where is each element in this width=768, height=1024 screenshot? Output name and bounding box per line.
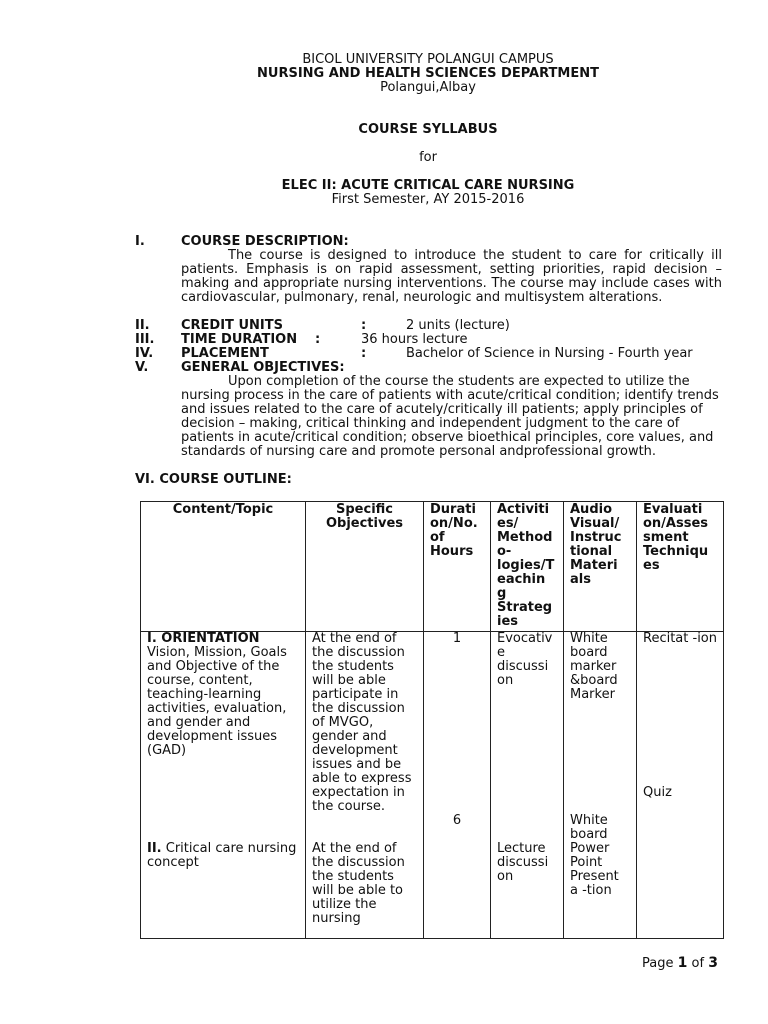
- duration-critical-care: 6: [452, 813, 462, 828]
- department-name: NURSING AND HEALTH SCIENCES DEPARTMENT: [257, 66, 599, 81]
- av-orientation: White board marker &board Marker: [570, 631, 618, 702]
- header-specific-objectives: Specific Objectives: [306, 502, 424, 632]
- section-iii-title: TIME DURATION: [181, 332, 298, 347]
- section-ii-number: II.: [135, 318, 150, 333]
- section-ii-colon: :: [361, 318, 367, 333]
- av-critical-care: White board Power Point Present a -tion: [570, 813, 619, 898]
- section-iv-number: IV.: [135, 346, 154, 361]
- topic-orientation-title: I. ORIENTATION: [147, 631, 260, 646]
- university-name: BICOL UNIVERSITY POLANGUI CAMPUS: [302, 52, 554, 67]
- course-title: ELEC II: ACUTE CRITICAL CARE NURSING: [281, 178, 575, 193]
- section-iv-title: PLACEMENT: [181, 346, 269, 361]
- course-description-text: [181, 249, 722, 305]
- section-iii-colon: :: [315, 332, 321, 347]
- page-total: 3: [708, 955, 718, 971]
- for-label: for: [419, 150, 437, 165]
- duration-cell: [424, 632, 491, 939]
- credit-units-value: 2 units (lecture): [406, 318, 510, 333]
- audio-visual-cell: [564, 632, 637, 939]
- header-audio-visual: Audio Visual/ Instruc tional Materi als: [564, 502, 637, 632]
- of-label: of: [691, 956, 705, 971]
- course-outline-table: [140, 501, 724, 939]
- header-activities: Activiti es/ Method o- logies/T eachin g Strateg ies: [491, 502, 564, 632]
- evaluation-orientation: Recitat -ion: [643, 631, 717, 646]
- objective-critical-care: At the end of the discussion the students will be able to utilize the nursing: [312, 841, 405, 926]
- table-row: [141, 632, 724, 939]
- campus-location: Polangui,Albay: [380, 80, 476, 95]
- semester-label: First Semester, AY 2015-2016: [331, 192, 525, 207]
- page-label: Page: [642, 956, 674, 971]
- activities-cell: [491, 632, 564, 939]
- topic-orientation-text: Vision, Mission, Goals and Objective of the course, content, teaching-learning activities, evaluation, and gender and development issues (GAD): [147, 645, 287, 758]
- activity-orientation: Evocativ e discussi on: [497, 631, 553, 688]
- objective-orientation: At the end of the discussion the students will be able participate in the discussion of MVGO, gender and development issues and be able to express expectation in the course.: [312, 631, 412, 814]
- course-description-body: The course is designed to introduce the student to care for critically ill patients. Emphasis is on rapid assessment, setting priorities, rapid decision – making and appropriate nursing interventions. The course may include cases with cardiovascular, pulmonary, renal, neurologic and multisystem alterations.: [181, 248, 722, 305]
- section-vi-title: VI. COURSE OUTLINE:: [135, 472, 292, 487]
- general-objectives-text: [181, 375, 722, 459]
- header-content-topic: Content/Topic: [141, 502, 306, 632]
- placement-value: Bachelor of Science in Nursing - Fourth year: [406, 346, 693, 361]
- topic-critical-care-number: II.: [147, 841, 162, 856]
- content-topic-cell: [141, 632, 306, 939]
- table-header-row: [141, 502, 724, 632]
- duration-orientation: 1: [452, 631, 462, 646]
- document-title: COURSE SYLLABUS: [358, 122, 498, 137]
- activity-critical-care: Lecture discussi on: [497, 841, 549, 884]
- section-iii-number: III.: [135, 332, 155, 347]
- page-footer: [642, 955, 718, 972]
- general-objectives-body: Upon completion of the course the students are expected to utilize the nursing process in the care of patients with acute/critical condition; identify trends and issues related to the care of acutely/critically ill patients; apply principles of decision – making, critical thinking and independent judgment to the care of patients in acute/critical condition; observe bioethical principles, core values, and standards of nursing care and promote personal andprofessional growth.: [181, 374, 719, 459]
- evaluation-cell: [637, 632, 724, 939]
- topic-critical-care-text: Critical care nursing concept: [147, 841, 297, 870]
- header-duration: Durati on/No. of Hours: [424, 502, 491, 632]
- section-ii-title: CREDIT UNITS: [181, 318, 283, 333]
- section-v-title: GENERAL OBJECTIVES:: [181, 360, 345, 375]
- specific-objectives-cell: [306, 632, 424, 939]
- time-duration-value: 36 hours lecture: [361, 332, 468, 347]
- header-evaluation: Evaluati on/Asses sment Techniqu es: [637, 502, 724, 632]
- evaluation-critical-care: Quiz: [643, 785, 672, 800]
- section-iv-colon: :: [361, 346, 367, 361]
- section-i-number: I.: [135, 234, 145, 249]
- page-number: 1: [677, 955, 688, 971]
- section-v-number: V.: [135, 360, 149, 375]
- topic-critical-care: [147, 842, 299, 870]
- section-i-title: COURSE DESCRIPTION:: [181, 234, 349, 249]
